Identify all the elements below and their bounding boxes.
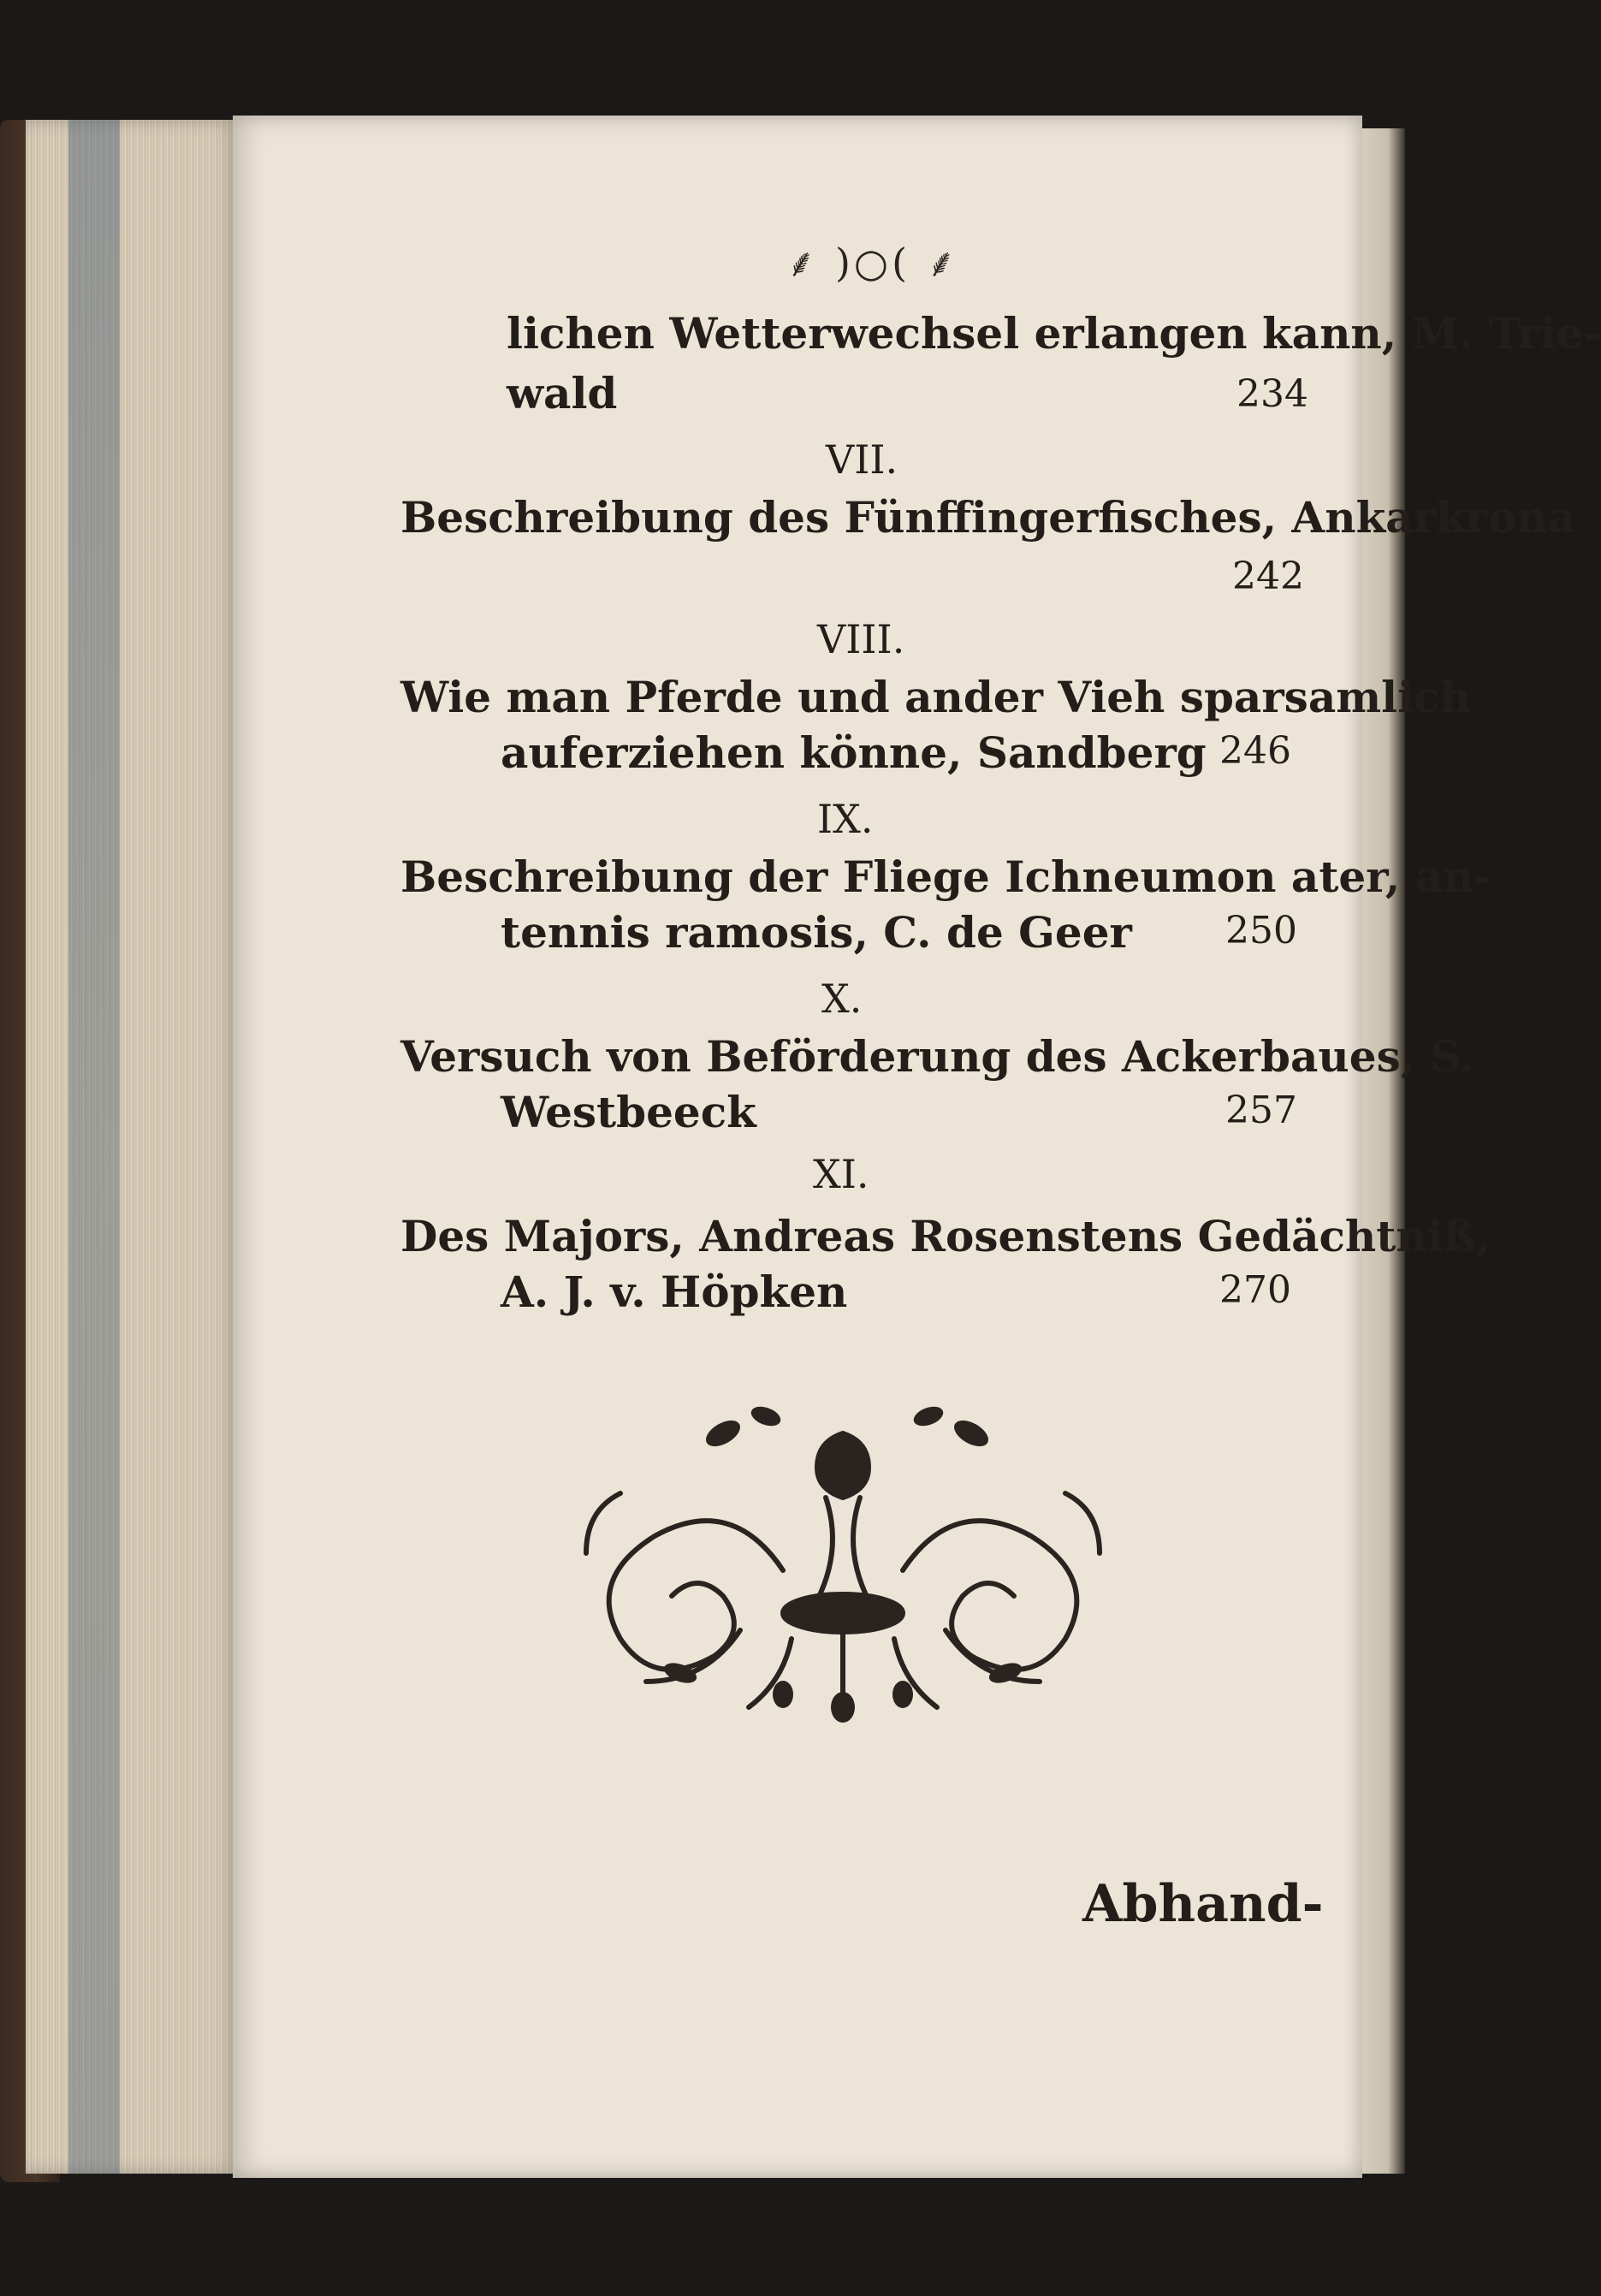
entry-line: Versuch von Beförderung des Ackerbaues, S. bbox=[400, 1031, 1475, 1082]
next-page-edge bbox=[1362, 128, 1405, 2174]
entry-line: Beschreibung des Fünffingerfisches, Ankarkrona bbox=[400, 492, 1576, 543]
woodcut-ornament bbox=[569, 1399, 1117, 1724]
section-numeral: X. bbox=[821, 976, 863, 1022]
page-number: 250 bbox=[1225, 909, 1297, 952]
section-numeral: VIII. bbox=[817, 616, 905, 662]
entry-line: wald bbox=[507, 368, 618, 418]
entry-line: lichen Wetterwechsel erlangen kann, M. Trie- bbox=[507, 308, 1601, 359]
page-edges bbox=[26, 120, 240, 2174]
page-header-ornament: ⸙ )○( ⸙ bbox=[786, 240, 960, 286]
section-numeral: IX. bbox=[817, 796, 874, 842]
entry-line: Beschreibung der Fliege Ichneumon ater, an- bbox=[400, 851, 1492, 902]
bleed-through bbox=[479, 394, 491, 434]
page-number: 246 bbox=[1219, 729, 1291, 773]
catchword: Abhand- bbox=[1082, 1874, 1324, 1934]
page-number: 234 bbox=[1236, 372, 1308, 416]
entry-line: Wie man Pferde und ander Vieh sparsamlich bbox=[400, 672, 1471, 722]
page-number: 257 bbox=[1225, 1089, 1297, 1132]
book-page bbox=[233, 116, 1362, 2178]
entry-line: Des Majors, Andreas Rosenstens Gedächtniß, bbox=[400, 1211, 1491, 1261]
entry-line: A. J. v. Höpken bbox=[501, 1267, 848, 1317]
page-number: 242 bbox=[1232, 555, 1304, 598]
entry-line: Westbeeck bbox=[501, 1087, 756, 1137]
entry-line: tennis ramosis, C. de Geer bbox=[501, 907, 1132, 958]
entry-line: auferziehen könne, Sandberg bbox=[501, 727, 1207, 778]
page-number: 270 bbox=[1219, 1268, 1291, 1312]
section-numeral: VII. bbox=[826, 436, 898, 483]
section-numeral: XI. bbox=[813, 1151, 869, 1197]
